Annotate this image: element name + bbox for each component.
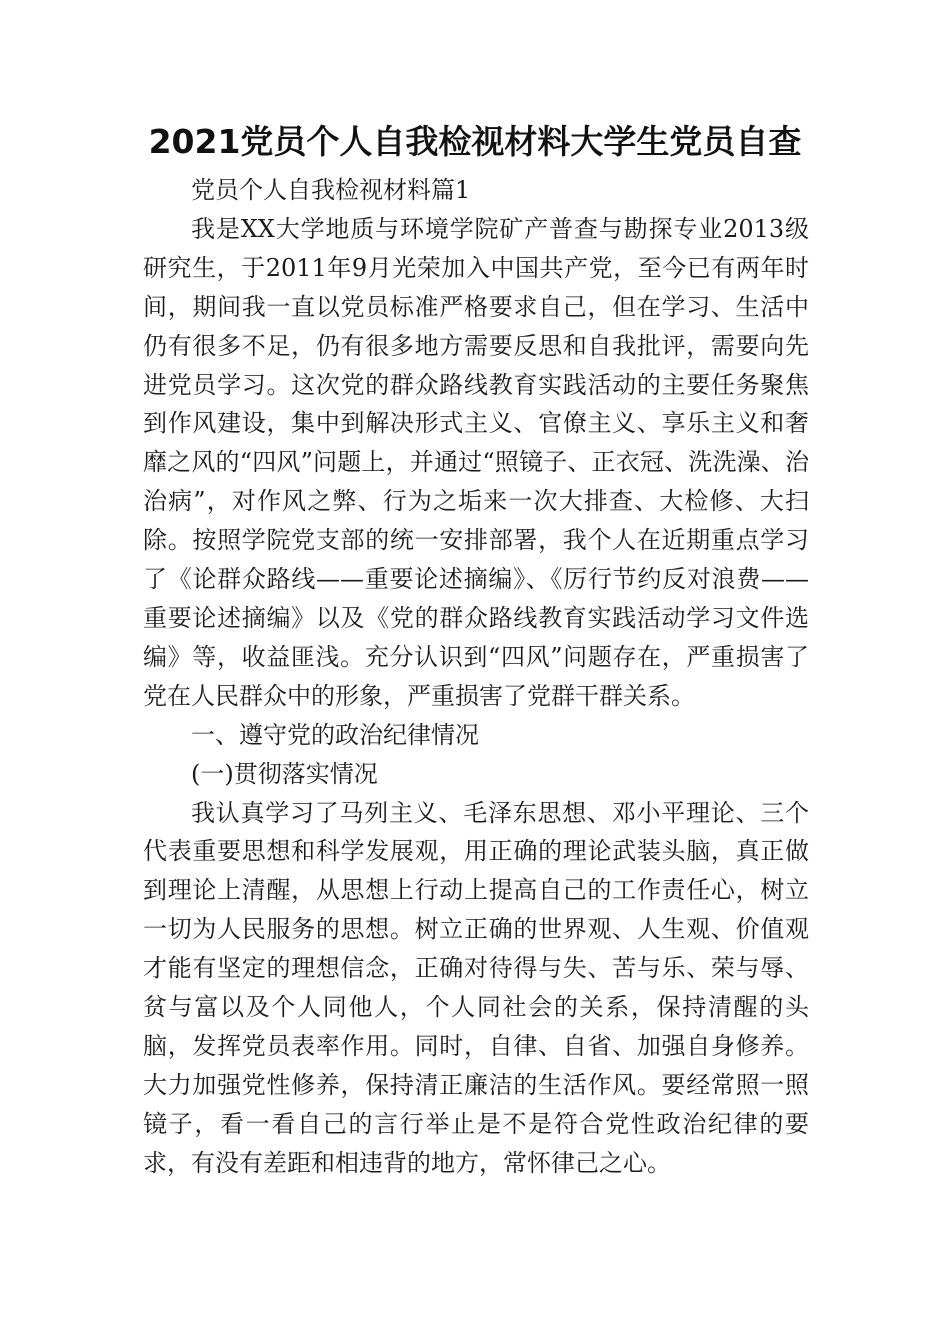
subsection-heading-implementation: (一)贯彻落实情况: [191, 759, 378, 788]
section-heading-discipline: 一、遵守党的政治纪律情况: [191, 720, 479, 749]
document-title: 2021党员个人自我检视材料大学生党员自查: [148, 122, 802, 161]
section-heading-article: 党员个人自我检视材料篇1: [191, 176, 471, 204]
document-body: [143, 171, 809, 1183]
paragraph-introduction: 我是XX大学地质与环境学院矿产普查与勘探专业2013级研究生，于2011年9月光荣加入中国共产党，至今已有两年时间，期间我一直以党员标准严格要求自己，但在学习、生活中仍有很多不足，仍有很多地方需要反思和自我批评，需要向先进党员学习。这次党的群众路线教育实践活动的主要任务聚焦到作风建设，集中到解决形式主义、官僚主义、享乐主义和奢靡之风的“四风”问题上，并通过“照镜子、正衣冠、洗洗澡、治治病”，对作风之弊、行为之垢来一次大排查、大检修、大扫除。按照学院党支部的统一安排部署，我个人在近期重点学习了《论群众路线——重要论述摘编》、《厉行节约反对浪费——重要论述摘编》以及《党的群众路线教育实践活动学习文件选编》等，收益匪浅。充分认识到“四风”问题存在，严重损害了党在人民群众中的形象，严重损害了党群干群关系。: [143, 214, 809, 710]
paragraph-implementation: 我认真学习了马列主义、毛泽东思想、邓小平理论、三个代表重要思想和科学发展观，用正确的理论武装头脑，真正做到理论上清醒，从思想上行动上提高自己的工作责任心，树立一切为人民服务的思想。树立正确的世界观、人生观、价值观才能有坚定的理想信念，正确对待得与失、苦与乐、荣与辱、贫与富以及个人同他人，个人同社会的关系，保持清醒的头脑，发挥党员表率作用。同时，自律、自省、加强自身修养。大力加强党性修养，保持清正廉洁的生活作风。要经常照一照镜子，看一看自己的言行举止是不是符合党性政治纪律的要求，有没有差距和相违背的地方，常怀律己之心。: [143, 798, 809, 1177]
